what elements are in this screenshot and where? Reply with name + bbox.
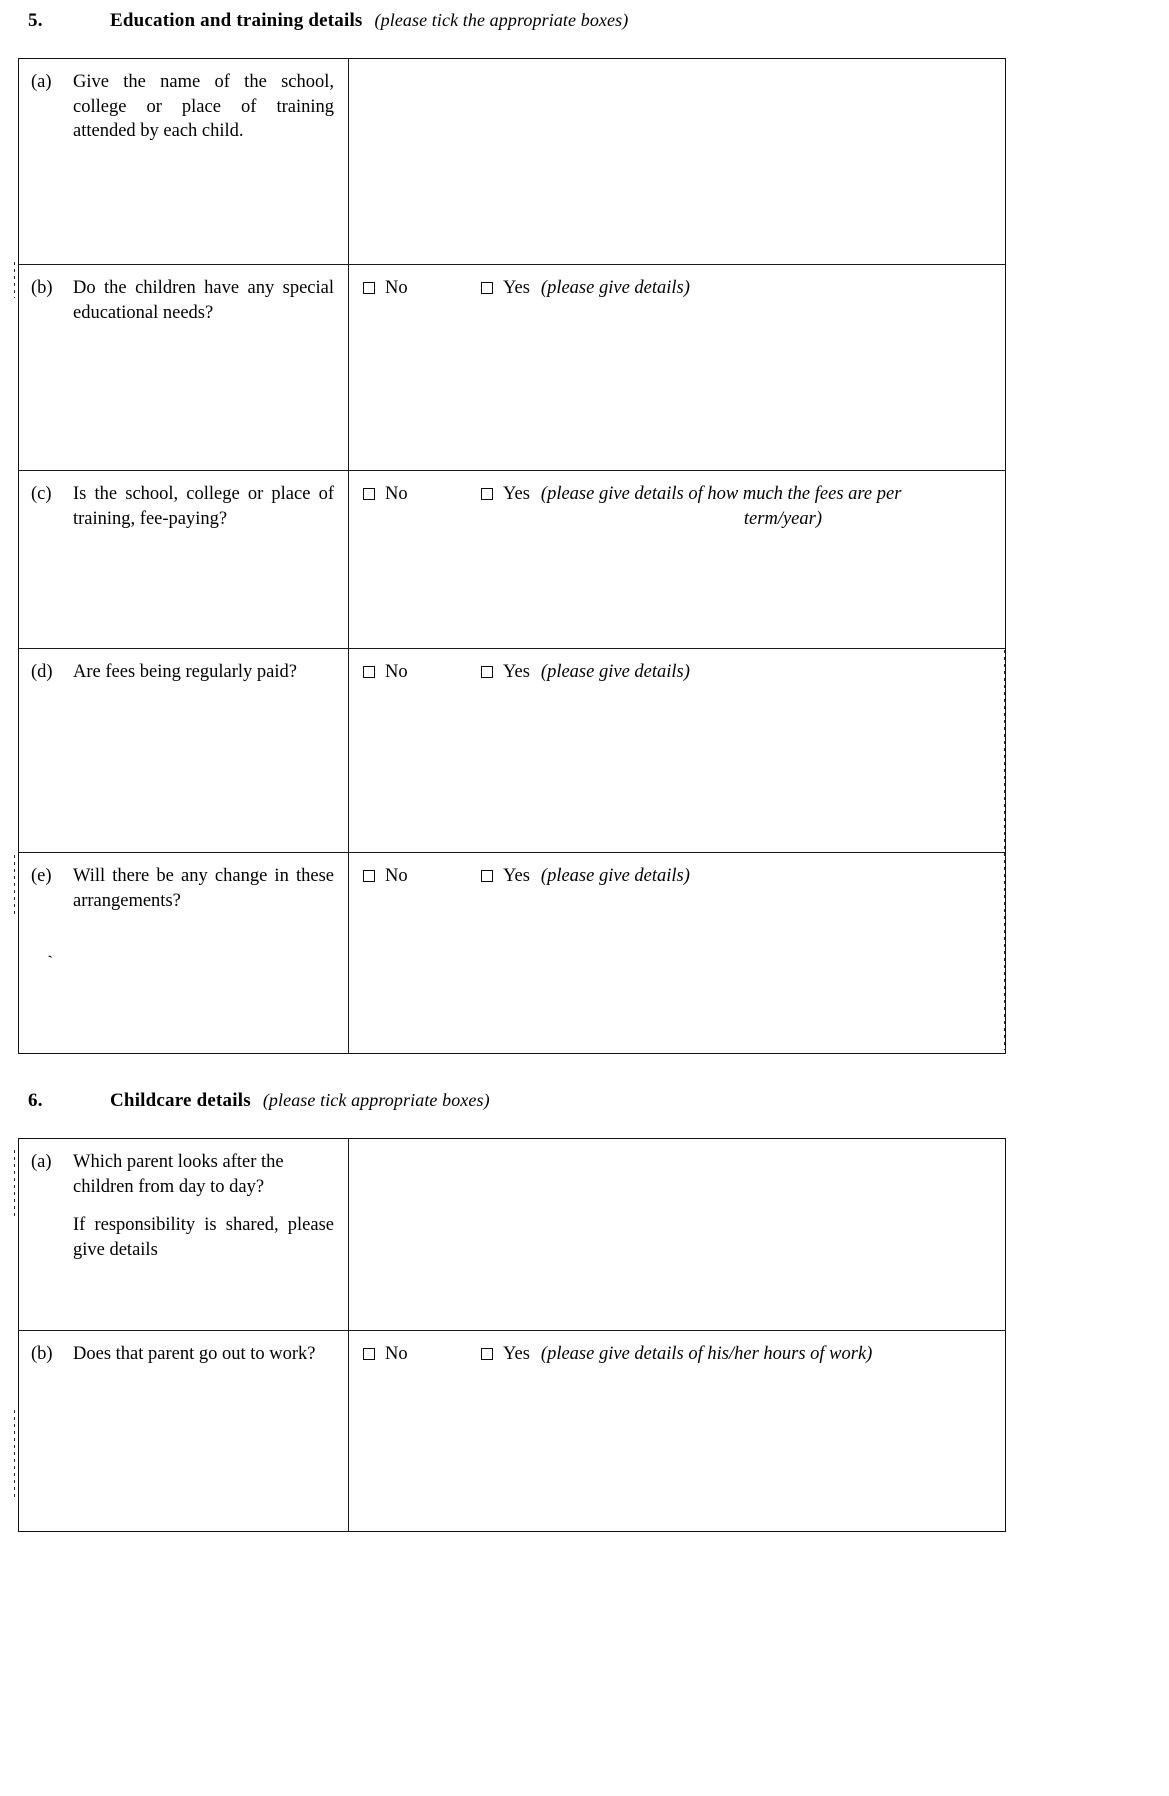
checkbox-icon[interactable] xyxy=(363,870,375,882)
scan-artifact-line xyxy=(1004,650,1005,1050)
table-row xyxy=(19,471,1005,649)
section-5-heading xyxy=(0,10,1100,32)
row-6b-option-yes-label: Yes xyxy=(503,1344,530,1364)
row-5c-option-no-label: No xyxy=(385,484,408,504)
row-5d-answer-cell xyxy=(349,649,1005,852)
row-5c-detail-note-wrapper xyxy=(541,482,995,531)
row-5a-question: Give the name of the school, college or place of training attended by each child. xyxy=(73,72,334,142)
row-5b-answer-cell xyxy=(349,265,1005,470)
row-6b-detail-note: (please give details of his/her hours of work) xyxy=(540,1344,873,1364)
checkbox-icon[interactable] xyxy=(481,870,493,882)
section-5-table xyxy=(18,58,1006,1054)
row-5b-letter: (b) xyxy=(31,278,53,298)
row-5d-option-no-label: No xyxy=(385,662,408,682)
row-5c-detail-note-cont: term/year) xyxy=(743,508,822,529)
row-5e-option-yes-label: Yes xyxy=(503,866,530,886)
row-5d-question: Are fees being regularly paid? xyxy=(73,662,297,682)
row-5e-answer-cell xyxy=(349,853,1005,1053)
checkbox-icon[interactable] xyxy=(363,282,375,294)
row-5c-option-no[interactable] xyxy=(363,482,481,507)
checkbox-icon[interactable] xyxy=(481,1348,493,1360)
row-5c-question: Is the school, college or place of training, fee-paying? xyxy=(73,484,334,529)
row-5c-answer-cell xyxy=(349,471,1005,648)
row-6b-option-no[interactable] xyxy=(363,1342,481,1367)
row-5b-option-yes-label: Yes xyxy=(503,278,530,298)
row-5c-option-yes[interactable] xyxy=(481,482,530,507)
row-5e-detail-note: (please give details) xyxy=(540,866,690,886)
row-6a-question: Which parent looks after the children from day to day? xyxy=(73,1152,284,1197)
row-6a-question-extra: If responsibility is shared, please give details xyxy=(73,1215,334,1260)
row-5d-option-yes-label: Yes xyxy=(503,662,530,682)
section-6-heading xyxy=(0,1090,1100,1112)
checkbox-icon[interactable] xyxy=(363,488,375,500)
row-5c-option-yes-label: Yes xyxy=(503,484,530,504)
checkbox-icon[interactable] xyxy=(363,1348,375,1360)
scan-artifact-mark: ` xyxy=(46,951,58,972)
row-6a-answer-field[interactable] xyxy=(349,1139,1005,1330)
row-6b-option-no-label: No xyxy=(385,1344,408,1364)
row-5e-letter: (e) xyxy=(31,866,52,886)
row-5e-label-cell xyxy=(19,853,349,1053)
row-5d-detail-note: (please give details) xyxy=(540,662,690,682)
row-5b-option-no[interactable] xyxy=(363,276,481,301)
table-row xyxy=(19,1139,1005,1331)
section-6-number: 6. xyxy=(28,1090,43,1111)
scan-artifact-line xyxy=(14,855,15,915)
row-5b-question: Do the children have any special educational needs? xyxy=(73,278,334,323)
row-5e-question: Will there be any change in these arrangements? xyxy=(73,866,334,911)
table-row xyxy=(19,1331,1005,1531)
row-5c-detail-note: (please give details of how much the fees are per xyxy=(540,484,902,504)
checkbox-icon[interactable] xyxy=(481,488,493,500)
row-5c-letter: (c) xyxy=(31,484,52,504)
row-5a-label-cell xyxy=(19,59,349,264)
row-6a-label-cell xyxy=(19,1139,349,1330)
row-5e-option-yes[interactable] xyxy=(481,864,530,889)
row-5e-option-no-label: No xyxy=(385,866,408,886)
row-5b-option-yes[interactable] xyxy=(481,276,530,301)
row-5a-letter: (a) xyxy=(31,72,52,92)
checkbox-icon[interactable] xyxy=(363,666,375,678)
table-row xyxy=(19,59,1005,265)
section-5-number: 5. xyxy=(28,10,43,31)
row-6b-option-yes[interactable] xyxy=(481,1342,530,1367)
section-6-table xyxy=(18,1138,1006,1532)
row-5d-option-yes[interactable] xyxy=(481,660,530,685)
row-5d-label-cell xyxy=(19,649,349,852)
scan-artifact-line xyxy=(14,1410,15,1500)
section-5-title: Education and training details xyxy=(110,10,363,31)
row-5c-label-cell xyxy=(19,471,349,648)
row-5e-option-no[interactable] xyxy=(363,864,481,889)
row-6b-answer-cell xyxy=(349,1331,1005,1531)
row-5b-label-cell xyxy=(19,265,349,470)
row-5d-option-no[interactable] xyxy=(363,660,481,685)
table-row xyxy=(19,853,1005,1053)
row-6a-letter: (a) xyxy=(31,1152,52,1172)
scan-artifact-line xyxy=(14,262,15,298)
section-6-title: Childcare details xyxy=(110,1090,251,1111)
checkbox-icon[interactable] xyxy=(481,282,493,294)
row-6b-letter: (b) xyxy=(31,1344,53,1364)
section-6-hint: (please tick appropriate boxes) xyxy=(262,1090,490,1110)
row-6b-question: Does that parent go out to work? xyxy=(73,1344,316,1364)
table-row xyxy=(19,265,1005,471)
checkbox-icon[interactable] xyxy=(481,666,493,678)
table-row xyxy=(19,649,1005,853)
row-6b-label-cell xyxy=(19,1331,349,1531)
scan-artifact-line xyxy=(14,1150,15,1220)
section-5-hint: (please tick the appropriate boxes) xyxy=(374,10,629,30)
row-5b-detail-note: (please give details) xyxy=(540,278,690,298)
row-5a-answer-field[interactable] xyxy=(349,59,1005,264)
row-5b-option-no-label: No xyxy=(385,278,408,298)
row-5d-letter: (d) xyxy=(31,662,53,682)
